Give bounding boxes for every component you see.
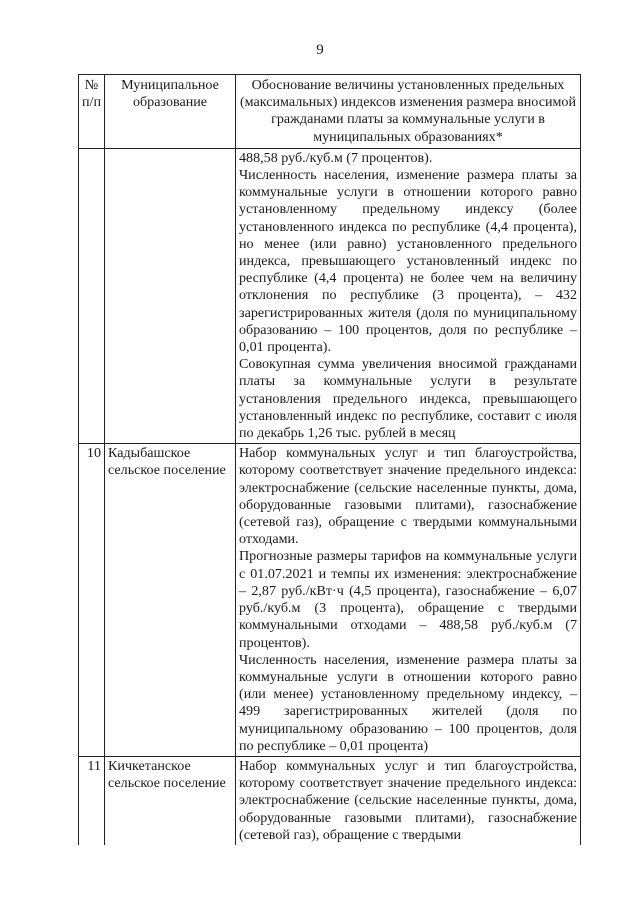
row-justification: [236, 148, 581, 443]
table-header-row: [79, 75, 581, 149]
table-row: [79, 444, 581, 757]
justification-paragraph: Прогнозные размеры тарифов на коммунальные услуги с 01.07.2021 и темпы их изменения: электроснабжение – 2,87 руб./кВт·ч (4,5 процента), газоснабжение – 6,07 руб./куб.м (3 процента), обращение с твердыми коммунальными отходами – 488,58 руб./куб.м (7 процентов).: [239, 548, 577, 651]
row-municipality: [105, 148, 236, 443]
justification-paragraph: 488,58 руб./куб.м (7 процентов).: [239, 149, 433, 166]
justification-paragraph: Набор коммунальных услуг и тип благоустройства, которому соответствует значение предельного индекса: электроснабжение (сельские населенные пункты, дома, оборудованные газовыми плитами), газоснабжение (сетевой газ), обращение с твердыми: [239, 757, 577, 843]
header-number: № п/п: [79, 75, 105, 149]
page-number: 9: [316, 42, 324, 58]
row-number: 10: [79, 444, 105, 757]
justification-paragraph: Численность населения, изменение размера платы за коммунальные услуги в отношении которого равно (или менее) установленному предельному индексу, – 499 зарегистрированных жителей (доля по муниципальному образованию – 100 процентов, доля по республике – 0,01 процента): [239, 651, 577, 754]
header-justification: Обоснование величины установленных предельных (максимальных) индексов изменения размера вносимой гражданами платы за коммунальные услуги в муниципальных образованиях*: [236, 75, 581, 149]
table-row: [79, 148, 581, 443]
justification-paragraph: Совокупная сумма увеличения вносимой гражданами платы за коммунальные услуги в результате установления предельного индекса, превышающего установленный индекс по республике, составит с июля по декабрь 1,26 тыс. рублей в месяц: [239, 356, 577, 442]
index-justification-table: [78, 74, 581, 845]
row-municipality: Кичкетанское сельское поселение: [105, 756, 236, 845]
justification-paragraph: Численность населения, изменение размера платы за коммунальные услуги в отношении которого равно установленному предельному индексу (более установленного индекса по республике (4,4 процента), но менее (или равно) установленного предельного индекса, превышающего установленный индекс по республике (4,4 процента) не более чем на величину отклонения по республике (3 процента), – 432 зарегистрированных жителя (доля по муниципальному образованию – 100 процентов, доля по республике – 0,01 процента).: [239, 167, 577, 356]
row-number: [79, 148, 105, 443]
justification-paragraph: Набор коммунальных услуг и тип благоустройства, которому соответствует значение предельного индекса: электроснабжение (сельские населенные пункты, дома, оборудованные газовыми плитами), газоснабжение (сетевой газ), обращение с твердыми коммунальными отходами.: [239, 445, 577, 548]
row-number: 11: [79, 756, 105, 845]
header-municipality: Муниципальное образование: [105, 75, 236, 149]
row-municipality: Кадыбашское сельское поселение: [105, 444, 236, 757]
row-justification: [236, 756, 581, 845]
table-row: [79, 756, 581, 845]
row-justification: [236, 444, 581, 757]
